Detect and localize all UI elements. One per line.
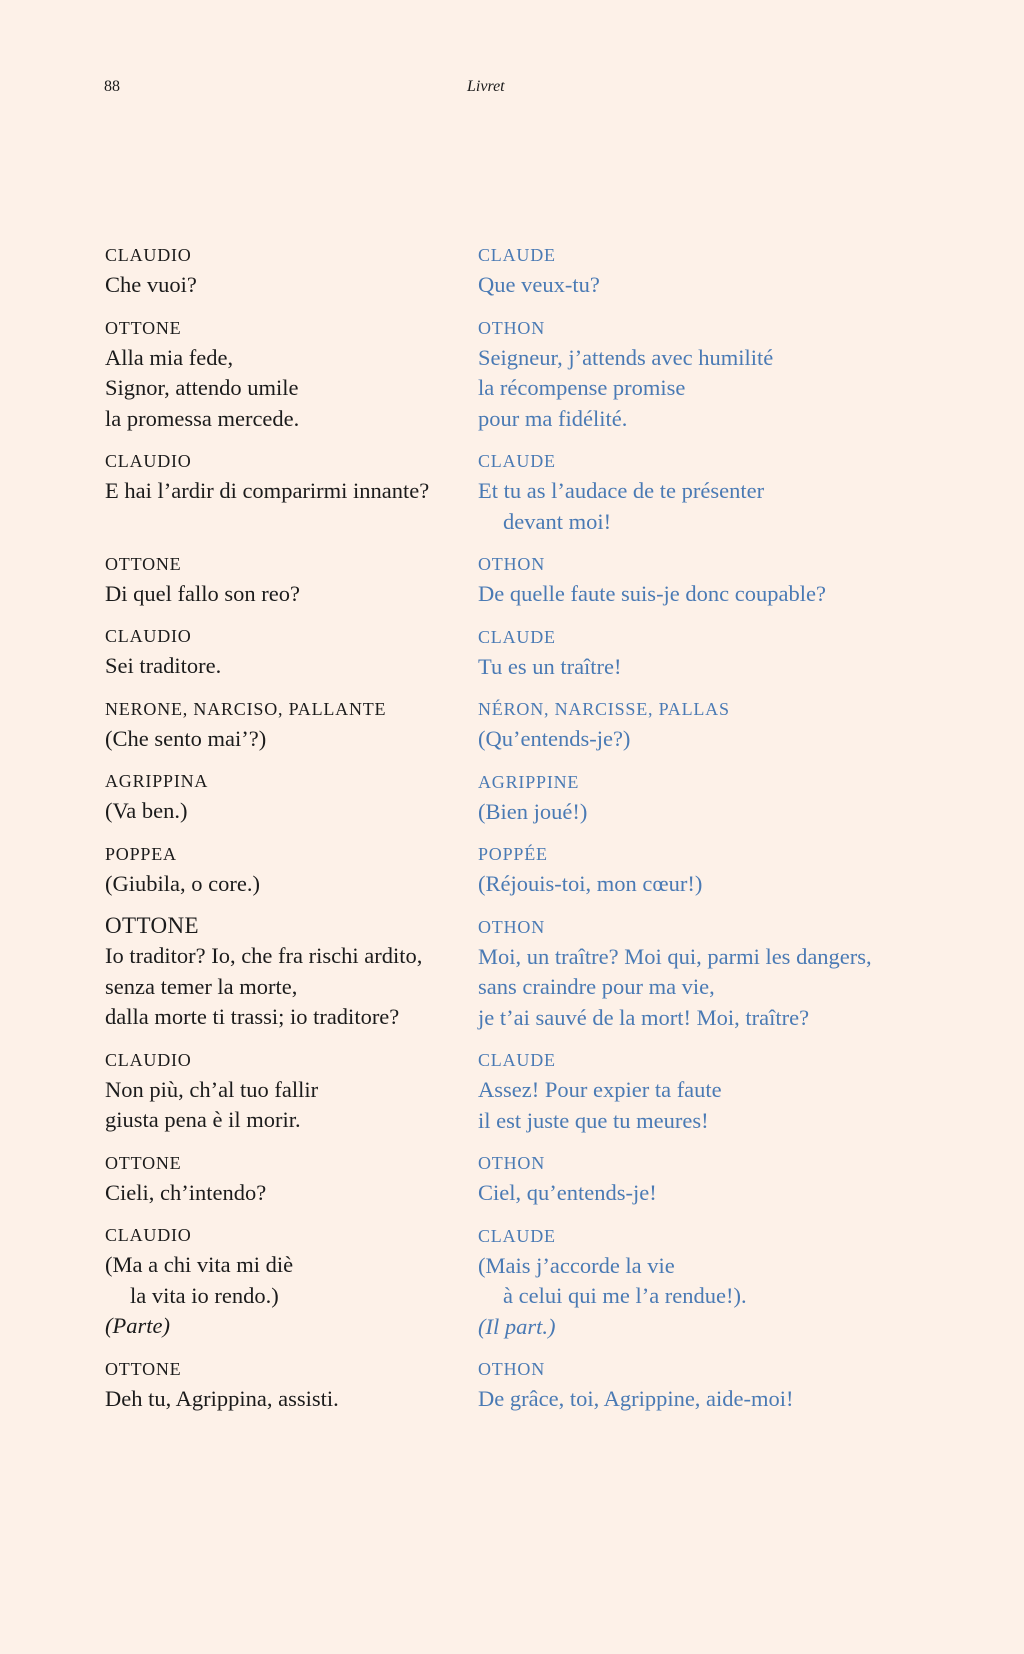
dialogue-block bbox=[478, 1354, 888, 1415]
dialogue-block bbox=[105, 839, 515, 900]
speaker-name: CLAUDIO bbox=[105, 1049, 192, 1070]
page-number: 88 bbox=[104, 78, 120, 95]
speaker-name: AGRIPPINA bbox=[105, 771, 209, 791]
stage-direction: (Il part.) bbox=[478, 1313, 556, 1339]
verse-line: Moi, un traître? Moi qui, parmi les dangers, bbox=[478, 943, 872, 969]
verse-line: Io traditor? Io, che fra rischi ardito, bbox=[105, 943, 423, 968]
verse-line: Ciel, qu’entends-je! bbox=[478, 1180, 657, 1205]
verse-line: (Che sento mai’?) bbox=[105, 725, 267, 751]
dialogue-block bbox=[105, 549, 515, 610]
verse-line: la promessa mercede. bbox=[105, 405, 300, 431]
speaker-name: OTHON bbox=[478, 916, 545, 937]
speaker-name: OTHON bbox=[478, 1153, 545, 1173]
dialogue-block bbox=[105, 766, 515, 827]
speaker-name: CLAUDE bbox=[478, 245, 556, 265]
speaker-name: OTHON bbox=[478, 1359, 545, 1379]
dialogue-block bbox=[478, 1045, 888, 1136]
verse-line: Che vuoi? bbox=[105, 272, 197, 297]
dialogue-block bbox=[478, 767, 888, 828]
verse-line: (Giubila, o core.) bbox=[105, 870, 260, 896]
speaker-name: OTHON bbox=[478, 317, 545, 338]
dialogue-block bbox=[478, 549, 888, 610]
speaker-name: CLAUDE bbox=[478, 626, 556, 647]
verse-line: Alla mia fede, bbox=[105, 344, 234, 370]
verse-line: Signor, attendo umile bbox=[105, 375, 299, 400]
verse-line: senza temer la morte, bbox=[105, 973, 298, 999]
verse-line: Cieli, ch’intendo? bbox=[105, 1179, 267, 1205]
verse-line: devant moi! bbox=[503, 508, 612, 534]
verse-line: Assez! Pour expier ta faute bbox=[478, 1077, 722, 1102]
verse-line: Sei traditore. bbox=[105, 653, 222, 678]
dialogue-block bbox=[478, 240, 888, 301]
verse-line: Deh tu, Agrippina, assisti. bbox=[105, 1385, 339, 1411]
italian-column bbox=[105, 240, 515, 1414]
verse-line: il est juste que tu meures! bbox=[478, 1107, 709, 1133]
dialogue-block bbox=[105, 621, 515, 682]
speaker-name: CLAUDIO bbox=[105, 245, 192, 265]
dialogue-block bbox=[105, 240, 515, 301]
french-column bbox=[478, 240, 888, 1415]
speaker-name: CLAUDE bbox=[478, 1050, 556, 1070]
verse-line: (Bien joué!) bbox=[478, 798, 588, 824]
speaker-name: POPPEA bbox=[105, 843, 177, 864]
verse-line: dalla morte ti trassi; io traditore? bbox=[105, 1004, 400, 1029]
speaker-name: OTTONE bbox=[105, 317, 182, 338]
dialogue-block bbox=[478, 839, 888, 900]
dialogue-block bbox=[105, 313, 515, 435]
running-title: Livret bbox=[467, 78, 505, 95]
dialogue-block bbox=[478, 694, 888, 755]
verse-line: De grâce, toi, Agrippine, aide-moi! bbox=[478, 1386, 794, 1411]
verse-line: Seigneur, j’attends avec humilité bbox=[478, 344, 774, 370]
speaker-name: CLAUDE bbox=[478, 1225, 556, 1246]
speaker-name: OTTONE bbox=[105, 553, 182, 574]
dialogue-block bbox=[478, 1148, 888, 1209]
dialogue-block bbox=[478, 313, 888, 435]
stage-direction: (Parte) bbox=[105, 1313, 170, 1338]
speaker-name: AGRIPPINE bbox=[478, 771, 580, 792]
speaker-name: CLAUDIO bbox=[105, 451, 192, 471]
dialogue-block bbox=[478, 622, 888, 683]
verse-line: pour ma fidélité. bbox=[478, 405, 628, 431]
verse-line: Non più, ch’al tuo fallir bbox=[105, 1076, 319, 1102]
verse-line: Que veux-tu? bbox=[478, 272, 600, 297]
dialogue-block bbox=[105, 1354, 515, 1415]
speaker-name: NÉRON, NARCISSE, PALLAS bbox=[478, 699, 730, 719]
dialogue-block bbox=[105, 1148, 515, 1209]
speaker-name: CLAUDE bbox=[478, 451, 556, 471]
speaker-name: OTTONE bbox=[105, 1358, 182, 1379]
speaker-name: OTTONE bbox=[105, 1152, 182, 1173]
verse-line: E hai l’ardir di comparirmi innante? bbox=[105, 478, 430, 503]
verse-line: (Mais j’accorde la vie bbox=[478, 1252, 675, 1278]
dialogue-block bbox=[105, 446, 515, 507]
dialogue-block bbox=[478, 912, 888, 1034]
dialogue-block bbox=[478, 1221, 888, 1343]
dialogue-block bbox=[105, 1045, 515, 1136]
verse-line: (Réjouis-toi, mon cœur!) bbox=[478, 871, 703, 896]
verse-line: sans craindre pour ma vie, bbox=[478, 974, 715, 999]
dialogue-block bbox=[478, 446, 888, 537]
verse-line: De quelle faute suis-je donc coupable? bbox=[478, 581, 826, 606]
speaker-name: CLAUDIO bbox=[105, 1225, 192, 1245]
verse-line: la récompense promise bbox=[478, 375, 686, 400]
speaker-name: POPPÉE bbox=[478, 844, 548, 864]
verse-line: la vita io rendo.) bbox=[130, 1282, 279, 1308]
verse-line: Di quel fallo son reo? bbox=[105, 580, 300, 606]
dialogue-block bbox=[105, 694, 515, 755]
speaker-name: OTHON bbox=[478, 554, 545, 574]
verse-line: je t’ai sauvé de la mort! Moi, traître? bbox=[478, 1004, 810, 1030]
speaker-name: OTTONE bbox=[105, 913, 199, 938]
verse-line: giusta pena è il morir. bbox=[105, 1107, 301, 1132]
page-header bbox=[104, 78, 920, 102]
verse-line: (Va ben.) bbox=[105, 798, 188, 823]
verse-line: (Ma a chi vita mi diè bbox=[105, 1252, 294, 1277]
speaker-name: NERONE, NARCISO, PALLANTE bbox=[105, 698, 387, 719]
speaker-name: CLAUDIO bbox=[105, 626, 192, 646]
verse-line: Et tu as l’audace de te présenter bbox=[478, 478, 765, 503]
verse-line: (Qu’entends-je?) bbox=[478, 726, 631, 751]
verse-line: à celui qui me l’a rendue!). bbox=[503, 1283, 747, 1308]
dialogue-block bbox=[105, 1220, 515, 1342]
dialogue-block bbox=[105, 911, 515, 1033]
verse-line: Tu es un traître! bbox=[478, 653, 622, 679]
